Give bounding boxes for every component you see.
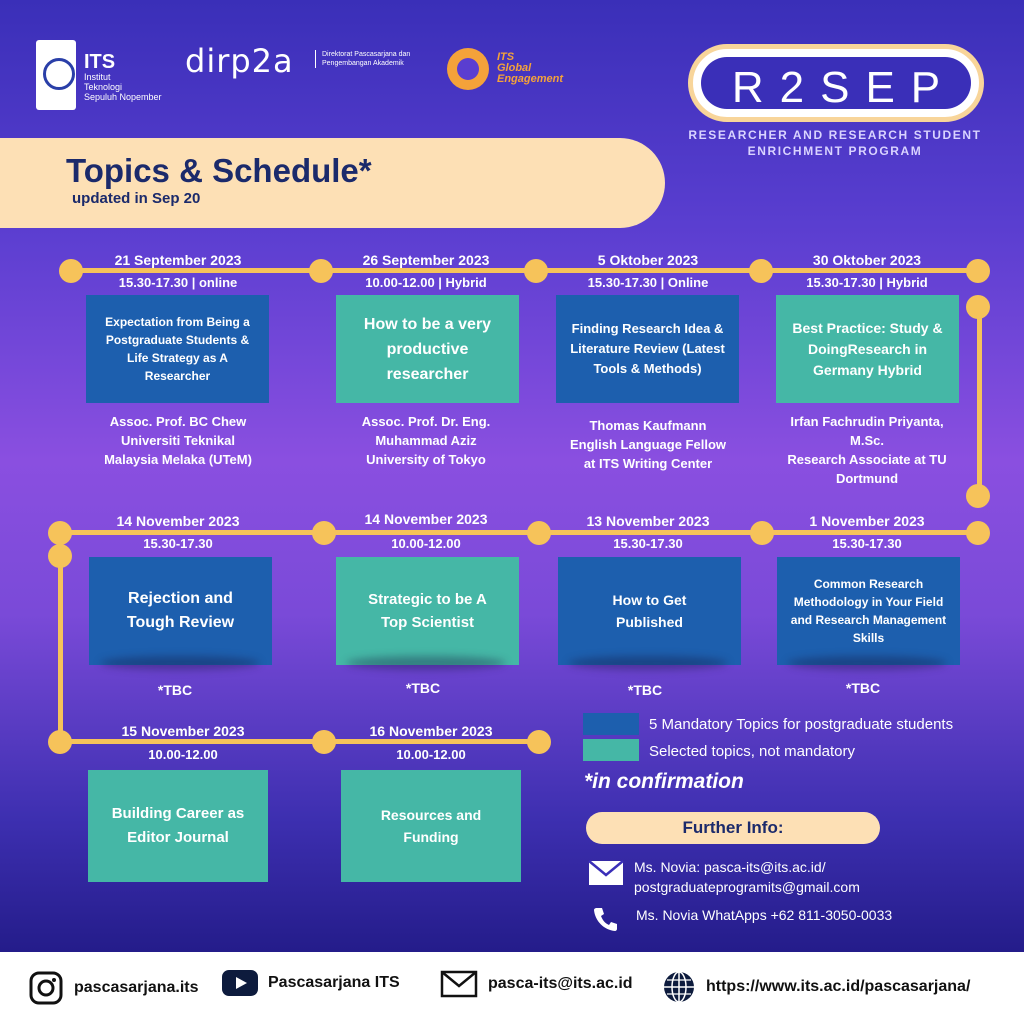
session-time: 15.30-17.30: [613, 536, 683, 551]
globe-icon: [662, 970, 696, 1004]
legend-selected: Selected topics, not mandatory: [649, 743, 855, 760]
dirpa-name: dirp2a: [185, 42, 294, 80]
session-speaker: Irfan Fachrudin Priyanta, M.Sc. Research Associate at TU Dortmund: [787, 414, 947, 486]
whatsapp-contact[interactable]: Ms. Novia WhatApps +62 811-3050-0033: [636, 907, 893, 923]
email-address: pasca-its@its.ac.id: [488, 975, 633, 992]
session-time: 15.30-17.30 | Hybrid: [806, 275, 928, 290]
further-info-label: Further Info:: [586, 812, 880, 844]
session-time: 15.30-17.30: [143, 536, 213, 551]
instagram-icon: [28, 970, 64, 1006]
session-time: 10.00-12.00: [148, 747, 218, 762]
session-time: 15.30-17.30 | online: [118, 275, 238, 290]
ge-line-1: ITS: [497, 51, 515, 63]
website-link[interactable]: [662, 970, 970, 1004]
program-long-1: RESEARCHER AND RESEARCH STUDENT: [688, 128, 982, 142]
instagram-handle: pascasarjana.its: [74, 979, 199, 996]
session-date: 15 November 2023: [121, 723, 245, 739]
email-link[interactable]: [440, 970, 633, 998]
session-topic: Finding Research Idea & Literature Review (Latest Tools & Methods): [556, 295, 739, 403]
dirpa-full: Direktorat Pascasarjana dan Pengembangan Akademik: [315, 50, 415, 68]
timeline-line-row2: [60, 530, 980, 535]
page-title: Topics & Schedule*: [66, 152, 372, 189]
session-date: 21 September 2023: [114, 252, 242, 268]
its-full-3: Sepuluh Nopember: [84, 92, 162, 102]
envelope-icon: [440, 970, 478, 998]
program-long: [670, 127, 1000, 159]
confirmation-note: *in confirmation: [584, 770, 744, 793]
phone-icon: [592, 905, 620, 937]
box-shadow: [100, 656, 260, 670]
session-speaker: Assoc. Prof. BC Chew Universiti Teknikal Malaysia Melaka (UTeM): [104, 414, 252, 467]
session-topic: Rejection and Tough Review: [89, 557, 272, 665]
session-date: 16 November 2023: [369, 723, 493, 739]
its-emblem-icon: [36, 40, 76, 110]
its-full-1: Institut: [84, 72, 111, 82]
youtube-icon: [222, 970, 258, 996]
legend-swatch-selected: [583, 739, 639, 761]
session-date: 14 November 2023: [364, 511, 488, 527]
session-date: 1 November 2023: [809, 513, 925, 529]
session-topic: Common Research Methodology in Your Field and Research Management Skills: [777, 557, 960, 665]
dirpa-logo: [185, 42, 411, 102]
session-time: 10.00-12.00 | Hybrid: [365, 275, 487, 290]
session-topic: How to Get Published: [558, 557, 741, 665]
box-shadow: [787, 656, 947, 670]
session-time: 10.00-12.00: [396, 747, 466, 762]
box-shadow: [346, 656, 506, 670]
session-speaker: *TBC: [627, 682, 663, 698]
session-date: 5 Oktober 2023: [597, 252, 699, 268]
program-short: R2SEP: [731, 63, 957, 112]
session-topic: Strategic to be A Top Scientist: [336, 557, 519, 665]
page-subtitle: updated in Sep 20: [72, 190, 201, 207]
website-url: https://www.its.ac.id/pascasarjana/: [706, 978, 971, 995]
youtube-channel: Pascasarjana ITS: [268, 974, 400, 991]
ge-line-2: Global: [497, 62, 532, 74]
session-topic: Resources and Funding: [341, 770, 521, 882]
legend-mandatory: 5 Mandatory Topics for postgraduate students: [649, 716, 954, 733]
session-date: 14 November 2023: [116, 513, 240, 529]
session-time: 15.30-17.30: [832, 536, 902, 551]
program-long-2: ENRICHMENT PROGRAM: [747, 144, 923, 158]
session-date: 26 September 2023: [362, 252, 490, 268]
session-speaker: Assoc. Prof. Dr. Eng. Muhammad Aziz University of Tokyo: [361, 414, 491, 467]
its-logo: [36, 40, 176, 110]
session-date: 30 Oktober 2023: [812, 252, 922, 268]
box-shadow: [568, 656, 728, 670]
legend-swatch-mandatory: [583, 713, 639, 735]
session-topic: Best Practice: Study & DoingResearch in Germany Hybrid: [776, 295, 959, 403]
email-contact[interactable]: Ms. Novia: pasca-its@its.ac.id/ postgraduateprogramits@gmail.com: [634, 859, 860, 895]
session-speaker: *TBC: [845, 680, 881, 696]
session-speaker: *TBC: [405, 680, 441, 696]
session-topic: How to be a very productive researcher: [336, 295, 519, 403]
ge-line-3: Engagement: [497, 73, 564, 85]
youtube-link[interactable]: [222, 970, 400, 996]
session-time: 10.00-12.00: [391, 536, 461, 551]
instagram-link[interactable]: [28, 970, 199, 1006]
session-topic: Building Career as Editor Journal: [88, 770, 268, 882]
timeline-line-row3: [60, 739, 540, 744]
session-time: 15.30-17.30 | Online: [587, 275, 709, 290]
session-speaker: Thomas Kaufmann English Language Fellow at ITS Writing Center: [569, 418, 726, 471]
its-full-2: Teknologi: [84, 82, 123, 92]
program-logo: [688, 44, 984, 122]
session-date: 13 November 2023: [586, 513, 710, 529]
footer: [0, 952, 1024, 1024]
mail-icon: [588, 860, 624, 890]
session-topic: Expectation from Being a Postgraduate Students & Life Strategy as A Researcher: [86, 295, 269, 403]
its-name: ITS: [84, 51, 116, 73]
session-speaker: *TBC: [157, 682, 193, 698]
global-engagement-emblem-icon: [447, 48, 489, 90]
timeline-dot: [966, 295, 990, 319]
